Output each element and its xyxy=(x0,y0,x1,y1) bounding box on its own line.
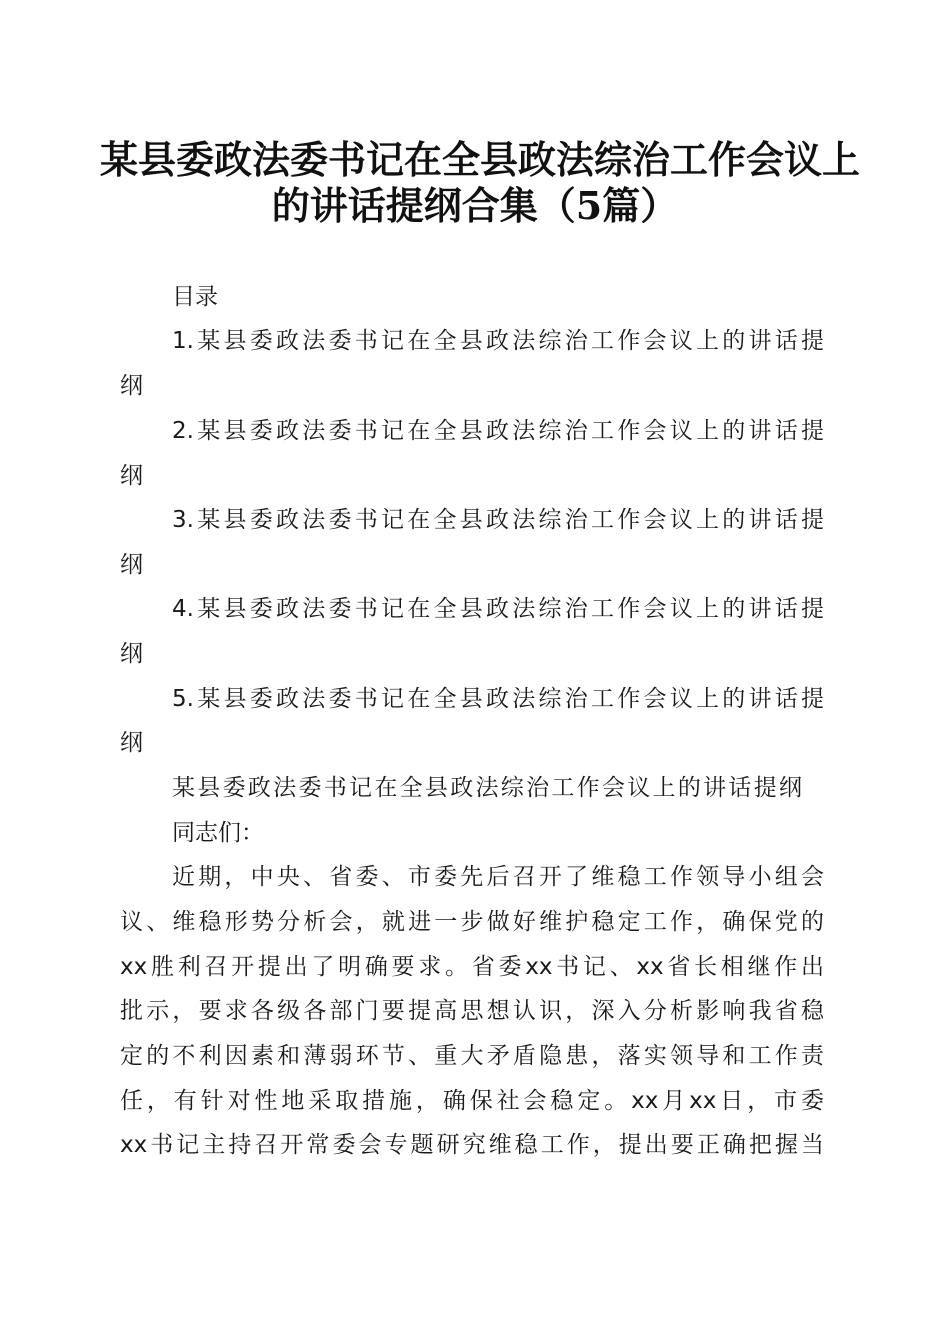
paragraph-line-3: xx胜利召开提出了明确要求。省委xx书记、xx省长相继作出 xyxy=(120,954,824,980)
paragraph-line-6: 任，有针对性地采取措施，确保社会稳定。xx月xx日，市委 xyxy=(120,1088,824,1114)
toc-item-4: 4.某县委政法委书记在全县政法综治工作会议上的讲话提 xyxy=(172,596,824,622)
toc-item-3: 3.某县委政法委书记在全县政法综治工作会议上的讲话提 xyxy=(172,507,824,533)
paragraph-line-5: 定的不利因素和薄弱环节、重大矛盾隐患，落实领导和工作责 xyxy=(120,1043,824,1069)
toc-item-1: 1.某县委政法委书记在全县政法综治工作会议上的讲话提 xyxy=(172,328,824,354)
section-title: 某县委政法委书记在全县政法综治工作会议上的讲话提纲 xyxy=(172,775,802,801)
toc-item-5-continuation: 纲 xyxy=(120,730,143,756)
salutation: 同志们： xyxy=(172,820,264,846)
document-title-line-2: 的讲话提纲合集（5篇） xyxy=(271,183,679,228)
toc-item-5: 5.某县委政法委书记在全县政法综治工作会议上的讲话提 xyxy=(172,686,824,712)
toc-item-4-continuation: 纲 xyxy=(120,641,143,667)
paragraph-line-7: xx书记主持召开常委会专题研究维稳工作，提出要正确把握当 xyxy=(120,1132,824,1158)
paragraph-line-1: 近期，中央、省委、市委先后召开了维稳工作领导小组会 xyxy=(172,864,824,890)
paragraph-line-4: 批示，要求各级各部门要提高思想认识，深入分析影响我省稳 xyxy=(120,998,824,1024)
toc-heading: 目录 xyxy=(172,284,218,310)
toc-item-3-continuation: 纲 xyxy=(120,552,143,578)
toc-item-2: 2.某县委政法委书记在全县政法综治工作会议上的讲话提 xyxy=(172,418,824,444)
toc-item-2-continuation: 纲 xyxy=(120,463,143,489)
document-title-line-1: 某县委政法委书记在全县政法综治工作会议上 xyxy=(100,137,861,182)
paragraph-line-2: 议、维稳形势分析会，就进一步做好维护稳定工作，确保党的 xyxy=(120,909,824,935)
toc-item-1-continuation: 纲 xyxy=(120,373,143,399)
